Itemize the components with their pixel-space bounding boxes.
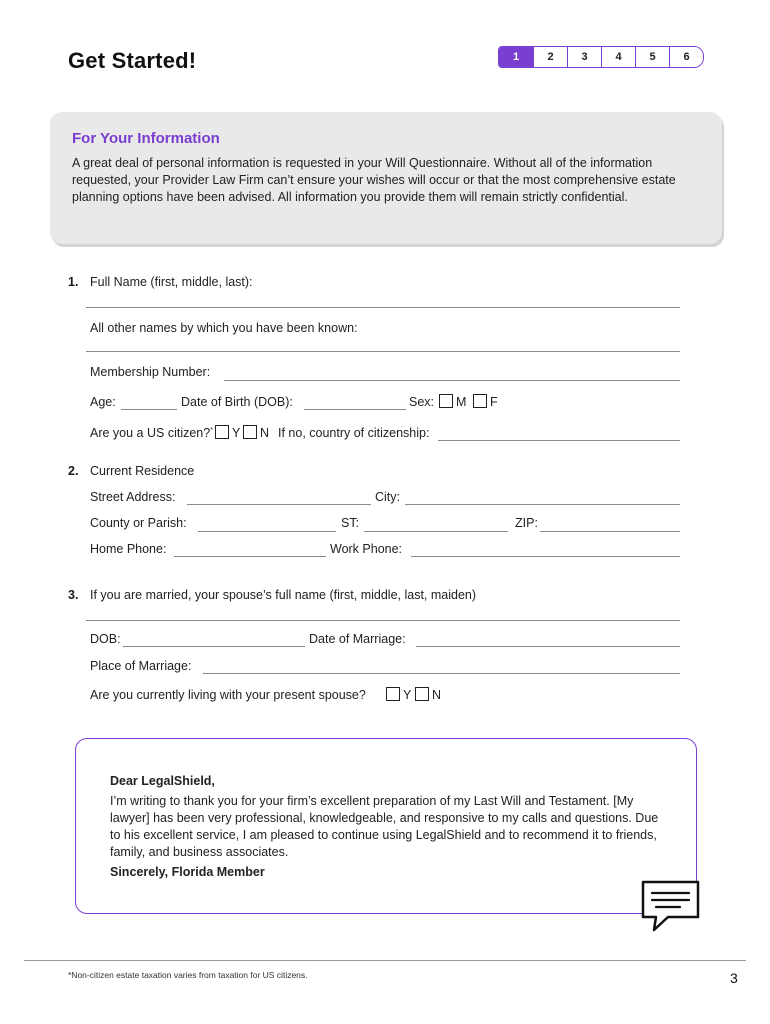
citizen-yes-label: Y [232,426,241,440]
citizen-yes-checkbox[interactable] [215,425,229,439]
citizen-label [90,426,213,440]
citizen-footnote-mark: * [210,426,213,434]
full-name-field[interactable] [86,307,680,308]
step-indicator [498,46,704,68]
other-names-field[interactable] [86,351,680,352]
living-no-checkbox[interactable] [415,687,429,701]
country-field[interactable] [438,440,680,441]
living-yes-label: Y [403,688,412,702]
footnote: *Non-citizen estate taxation varies from taxation for US citizens. [68,970,308,980]
city-field[interactable] [405,504,680,505]
citizen-no-checkbox[interactable] [243,425,257,439]
living-no-label: N [432,688,442,702]
spouse-name-field[interactable] [86,620,680,621]
marriage-date-field[interactable] [416,646,680,647]
state-field[interactable] [364,531,508,532]
spouse-name-label: If you are married, your spouse’s full name (first, middle, last, maiden) [90,588,477,602]
age-label: Age: [90,395,116,409]
testimonial-box [75,738,697,914]
step-2[interactable]: 2 [533,47,567,67]
page-title: Get Started! [68,48,197,73]
page-number: 3 [730,970,738,986]
info-box [50,112,722,244]
testimonial-body: I’m writing to thank you for your firm’s excellent preparation of my Last Will and Testament. [My lawyer] has been very professional, knowledgeable, and responsive to my calls and questions. Due to his excellent service, I am pleased to continue using LegalShield and to recommend it to friends, family, and business associates. [110,794,659,859]
sex-f-checkbox[interactable] [473,394,487,408]
marriage-place-field[interactable] [203,673,680,674]
city-label: City: [375,490,400,504]
other-names-label: All other names by which you have been known: [90,321,358,335]
footer-divider [24,960,746,961]
step-3[interactable]: 3 [567,47,601,67]
spouse-dob-field[interactable] [123,646,305,647]
age-field[interactable] [121,409,177,410]
residence-label: Current Residence [90,464,195,478]
marriage-date-label: Date of Marriage: [309,632,406,646]
zip-label: ZIP: [515,516,538,530]
membership-field[interactable] [224,380,680,381]
testimonial-content [110,773,670,881]
testimonial-signoff: Sincerely, Florida Member [110,865,265,879]
step-5[interactable]: 5 [635,47,669,67]
country-label: If no, country of citizenship: [278,426,430,440]
sex-f-label: F [490,395,498,409]
chat-bubble-icon [638,876,704,936]
info-text: A great deal of personal information is requested in your Will Questionnaire. Without all of the information requested, your Provider Law Firm can’t ensure your wishes will occur or that the most comprehensive estate planning options have been advised. All information you provide them will remain strictly confidential. [72,156,676,204]
county-field[interactable] [198,531,336,532]
living-yes-checkbox[interactable] [386,687,400,701]
state-label: ST: [341,516,360,530]
section-3-number: 3. [68,588,79,602]
home-phone-label: Home Phone: [90,542,167,556]
street-label: Street Address: [90,490,176,504]
membership-label: Membership Number: [90,365,211,379]
full-name-label: Full Name (first, middle, last): [90,275,253,289]
county-label: County or Parish: [90,516,187,530]
dob-field[interactable] [304,409,406,410]
spouse-dob-label: DOB: [90,632,121,646]
testimonial-greeting: Dear LegalShield, [110,774,215,788]
sex-m-label: M [456,395,467,409]
step-6[interactable]: 6 [669,47,703,67]
dob-label: Date of Birth (DOB): [181,395,293,409]
work-phone-label: Work Phone: [330,542,403,556]
citizen-question: Are you a US citizen? [90,426,211,440]
info-title: For Your Information [72,130,220,147]
citizen-no-label: N [260,426,270,440]
section-2-number: 2. [68,464,79,478]
home-phone-field[interactable] [174,556,326,557]
work-phone-field[interactable] [411,556,680,557]
step-4[interactable]: 4 [601,47,635,67]
sex-m-checkbox[interactable] [439,394,453,408]
step-1[interactable]: 1 [499,47,533,67]
sex-label: Sex: [409,395,435,409]
living-label: Are you currently living with your present spouse? [90,688,366,702]
street-field[interactable] [187,504,371,505]
marriage-place-label: Place of Marriage: [90,659,192,673]
zip-field[interactable] [540,531,680,532]
section-1-number: 1. [68,275,79,289]
